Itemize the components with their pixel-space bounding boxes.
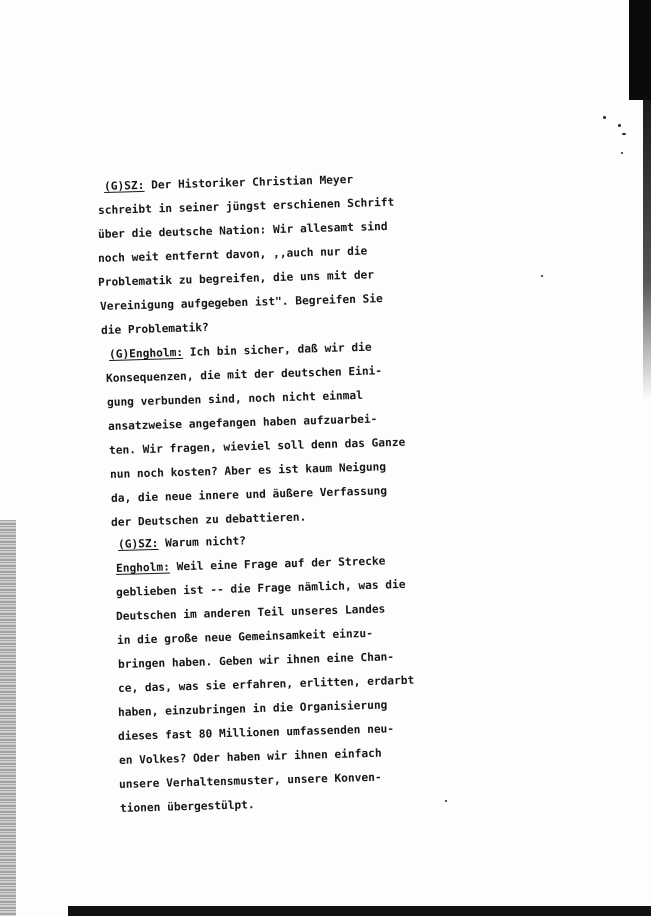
text-line: Problematik zu begreifen, die uns mit der <box>97 268 375 289</box>
text-line: über die deutsche Nation: Wir allesamt sind <box>97 219 388 241</box>
text-line: ansatzweise angefangen haben aufzuarbei- <box>107 412 378 433</box>
line-text: Warum nicht? <box>164 534 247 550</box>
text-line: schreibt in seiner jüngst erschienen Schrift <box>97 195 395 217</box>
text-line <box>118 534 246 551</box>
text-line <box>104 173 354 193</box>
text-line: ten. Wir fragen, wieviel soll denn das Ganze <box>108 435 406 457</box>
line-text: Ich bin sicher, daß wir die <box>189 340 372 359</box>
text-line: Konsequenzen, die mit der deutschen Eini- <box>105 364 383 385</box>
text-line: Deutschen im anderen Teil unseres Landes <box>115 602 386 623</box>
text-line <box>109 341 372 361</box>
text-line <box>116 554 386 575</box>
text-line: ce, das, was sie erfahren, erlitten, erdarbt <box>117 673 415 695</box>
text-line: Vereinigung aufgegeben ist". Begreifen Sie <box>99 292 383 313</box>
speaker-label: (G)SZ: <box>103 178 145 193</box>
line-text: Der Historiker Christian Meyer <box>150 173 354 192</box>
speaker-label: Engholm: <box>115 560 171 575</box>
text-line: bringen haben. Geben wir ihnen eine Chan- <box>117 650 395 671</box>
text-line: geblieben ist -- die Frage nämlich, was die <box>115 577 406 599</box>
text-line: da, die neue innere und äußere Verfassung <box>110 484 388 505</box>
text-line: in die große neue Gemeinsamkeit einzu- <box>116 626 374 647</box>
speaker-label: (G)Engholm: <box>108 345 184 361</box>
text-line: gung verbunden sind, noch nicht einmal <box>106 388 364 409</box>
line-text: Weil eine Frage auf der Strecke <box>176 554 386 574</box>
speaker-label: (G)SZ: <box>117 536 159 551</box>
text-line: en Volkes? Oder haben wir ihnen einfach <box>118 746 382 767</box>
text-line: der Deutschen zu debattieren. <box>110 510 307 529</box>
text-line: die Problematik? <box>100 320 209 337</box>
text-line: noch weit entfernt davon, ,,auch nur die <box>97 244 368 265</box>
text-line: haben, einzubringen in die Organisierung <box>117 698 388 719</box>
text-line: tionen übergestülpt. <box>119 798 255 815</box>
text-line: unsere Verhaltensmuster, unsere Konven- <box>118 770 382 791</box>
text-line: nun noch kosten? Aber es ist kaum Neigung <box>109 460 387 481</box>
text-line: dieses fast 80 Millionen umfassenden neu- <box>117 722 395 743</box>
